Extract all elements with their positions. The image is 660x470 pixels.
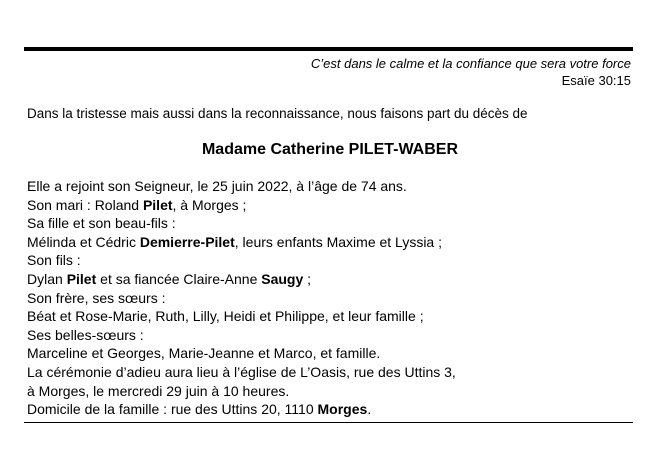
top-rule (24, 47, 633, 51)
bottom-rule (24, 422, 633, 423)
husband-surname: Pilet (142, 196, 173, 213)
passing-line (27, 177, 637, 196)
siblings-line (27, 307, 637, 326)
husband-line (27, 196, 637, 215)
ceremony-date-line (27, 382, 637, 401)
address-town: Morges (317, 401, 368, 418)
epigraph-quote: C’est dans le calme et la confiance que sera votre force (310, 56, 631, 71)
daughter-line (27, 233, 637, 252)
daughter-prefix: Mélinda et Cédric (27, 233, 140, 250)
daughter-suffix: , leurs enfants Maxime et Lyssia ; (234, 233, 442, 250)
notice-body (27, 177, 637, 419)
sisters-in-law-heading-text: Ses belles-sœurs : (27, 326, 144, 343)
husband-prefix: Son mari : Roland (27, 196, 143, 213)
epigraph (71, 55, 631, 89)
siblings-heading-text: Son frère, ses sœurs : (27, 289, 166, 306)
son-middle: et sa fiancée Claire-Anne (96, 270, 262, 287)
husband-suffix: , à Morges ; (172, 196, 247, 213)
sisters-in-law-heading (27, 326, 637, 345)
fiancee-surname: Saugy (261, 270, 304, 287)
daughter-heading (27, 214, 637, 233)
ceremony-date-text: à Morges, le mercredi 29 juin à 10 heures. (27, 382, 290, 399)
ceremony-line (27, 363, 637, 382)
son-prefix: Dylan (27, 270, 67, 287)
son-surname: Pilet (66, 270, 97, 287)
daughter-surname: Demierre-Pilet (139, 233, 235, 250)
siblings-heading (27, 289, 637, 308)
siblings-text: Béat et Rose-Marie, Ruth, Lilly, Heidi et Philippe, et leur famille ; (27, 308, 424, 325)
address-suffix: . (367, 401, 372, 418)
son-heading (27, 251, 637, 270)
deceased-name: Madame Catherine PILET-WABER (201, 141, 459, 158)
ceremony-text: La cérémonie d’adieu aura lieu à l’église de L’Oasis, rue des Uttins 3, (27, 363, 456, 380)
intro-text: Dans la tristesse mais aussi dans la reconnaissance, nous faisons part du décès de (27, 106, 528, 121)
son-line (27, 270, 637, 289)
passing-text: Elle a rejoint son Seigneur, le 25 juin 2022, à l’âge de 74 ans. (27, 178, 407, 194)
sisters-in-law-text: Marceline et Georges, Marie-Jeanne et Marco, et famille. (27, 345, 381, 362)
address-prefix: Domicile de la famille : rue des Uttins 20, 1110 (27, 401, 318, 418)
daughter-heading-text: Sa fille et son beau-fils : (27, 215, 176, 232)
epigraph-reference: Esaïe 30:15 (561, 73, 631, 88)
son-heading-text: Son fils : (27, 252, 81, 269)
family-address-line (27, 400, 637, 419)
sisters-in-law-line (27, 344, 637, 363)
son-suffix: ; (303, 270, 312, 287)
